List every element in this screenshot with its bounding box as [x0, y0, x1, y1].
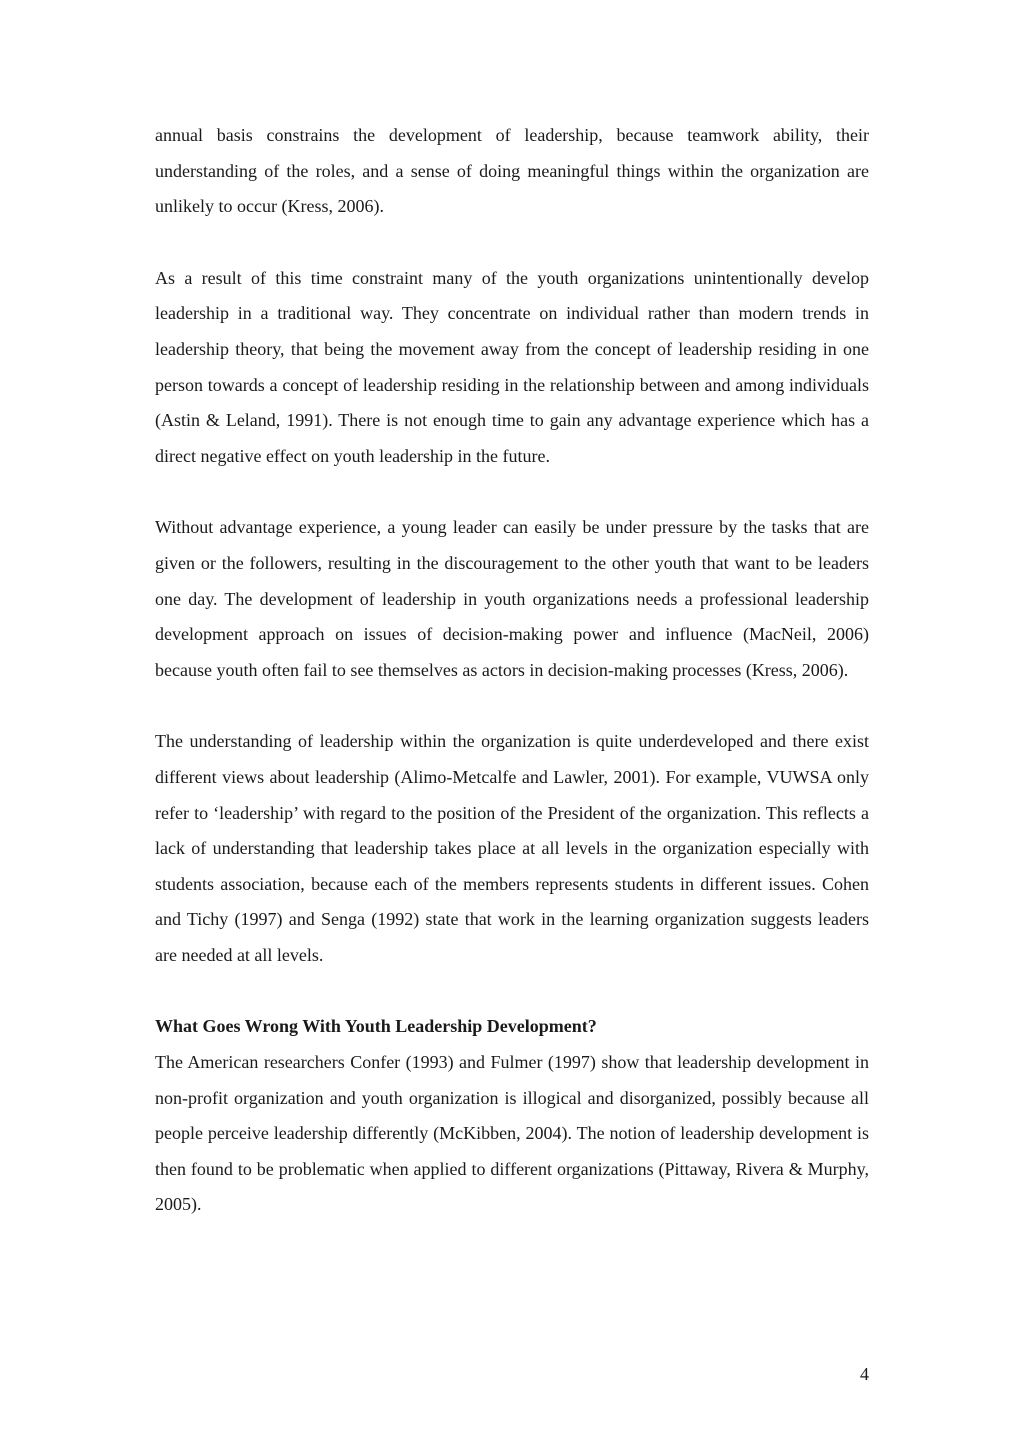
section-heading: What Goes Wrong With Youth Leadership Development?	[155, 1016, 597, 1037]
page-number: 4	[860, 1364, 869, 1384]
paragraph-annual-basis: annual basis constrains the development of leadership, because teamwork ability, their understanding of the roles, and a sense of doing meaningful things within the organization are unlikely to occur (Kress, 2006).	[155, 125, 869, 217]
document-page	[155, 118, 869, 1259]
paragraph-american-researchers: The American researchers Confer (1993) and Fulmer (1997) show that leadership development in non-profit organization and youth organization is illogical and disorganized, possibly because all people perceive leadership differently (McKibben, 2004). The notion of leadership development is then found to be problematic when applied to different organizations (Pittaway, Rivera & Murphy, 2005).	[155, 1052, 869, 1215]
paragraph-time-constraint: As a result of this time constraint many of the youth organizations unintentionally develop leadership in a traditional way. They concentrate on individual rather than modern trends in leadership theory, that being the movement away from the concept of leadership residing in one person towards a concept of leadership residing in the relationship between and among individuals (Astin & Leland, 1991). There is not enough time to gain any advantage experience which has a direct negative effect on youth leadership in the future.	[155, 267, 869, 466]
paragraph-understanding-leadership: The understanding of leadership within the organization is quite underdeveloped and there exist different views about leadership (Alimo-Metcalfe and Lawler, 2001). For example, VUWSA only refer to ‘leadership’ with regard to the position of the President of the organization. This reflects a lack of understanding that leadership takes place at all levels in the organization especially with students association, because each of the members represents students in different issues. Cohen and Tichy (1997) and Senga (1992) state that work in the learning organization suggests leaders are needed at all levels.	[155, 731, 869, 965]
paragraph-advantage-experience: Without advantage experience, a young leader can easily be under pressure by the tasks that are given or the followers, resulting in the discouragement to the other youth that want to be leaders one day. The development of leadership in youth organizations needs a professional leadership development approach on issues of decision-making power and influence (MacNeil, 2006) because youth often fail to see themselves as actors in decision-making processes (Kress, 2006).	[155, 517, 869, 680]
